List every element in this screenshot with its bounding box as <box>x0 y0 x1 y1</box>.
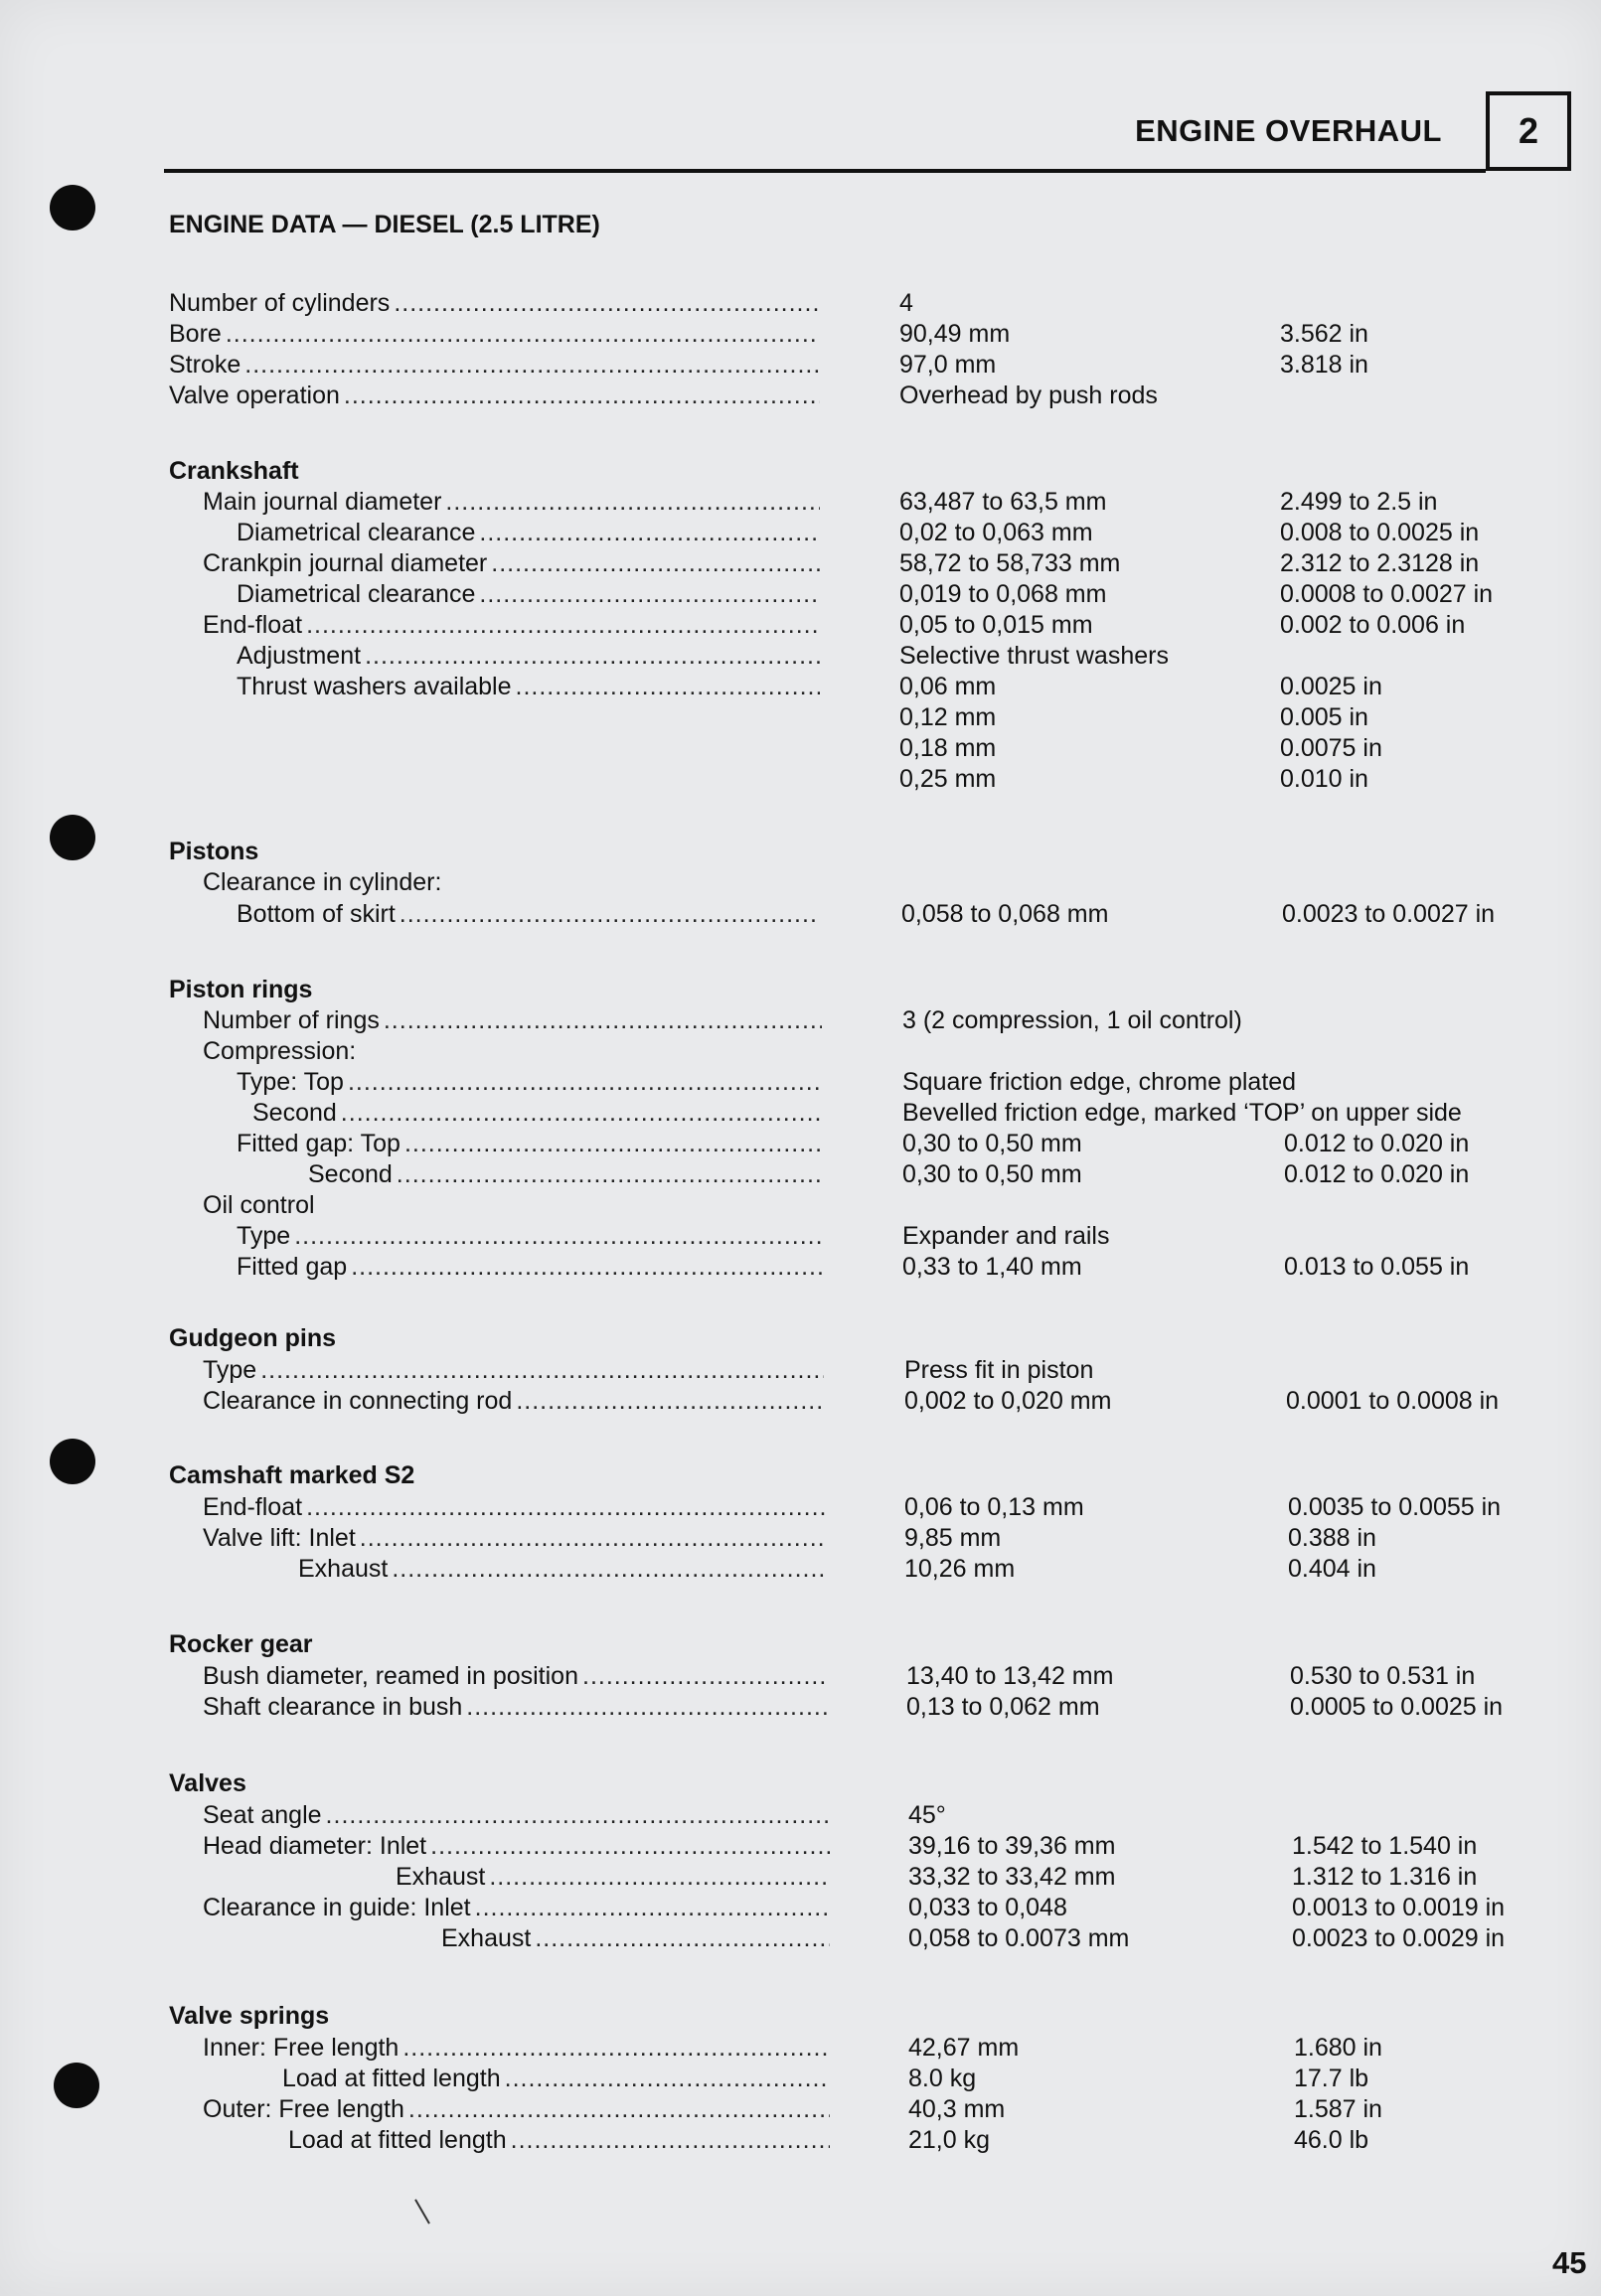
spec-metric: 0,13 to 0,062 mm <box>906 1693 1100 1721</box>
spec-metric: 90,49 mm <box>899 320 1011 348</box>
spec-label: Clearance in connecting rod <box>203 1387 513 1415</box>
leader-dots <box>516 672 820 702</box>
spec-imperial: 0.0023 to 0.0027 in <box>1282 900 1496 928</box>
spec-label: End-float <box>203 611 303 639</box>
spec-label: Diametrical clearance <box>237 580 476 608</box>
spec-label: Shaft clearance in bush <box>203 1693 463 1721</box>
spec-metric: 33,32 to 33,42 mm <box>908 1863 1116 1891</box>
spec-label: Main journal diameter <box>203 488 442 516</box>
leader-dots <box>582 1661 828 1692</box>
section-heading: Piston rings <box>169 976 313 1003</box>
spec-row <box>0 764 1601 795</box>
spec-metric: Selective thrust washers <box>899 642 1169 670</box>
leader-dots <box>404 1129 822 1159</box>
section-heading: Gudgeon pins <box>169 1324 337 1352</box>
spec-label: Seat angle <box>203 1801 322 1829</box>
spec-metric: 21,0 kg <box>908 2126 991 2154</box>
spec-row <box>0 1005 1601 1036</box>
leader-dots <box>306 1492 826 1523</box>
section-heading: Valves <box>169 1769 246 1797</box>
spec-metric: 13,40 to 13,42 mm <box>906 1662 1114 1690</box>
spec-row <box>0 1159 1601 1190</box>
leader-dots <box>392 1554 826 1585</box>
spec-metric: 63,487 to 63,5 mm <box>899 488 1107 516</box>
chapter-number: 2 <box>1518 110 1539 151</box>
page-title: ENGINE DATA — DIESEL (2.5 LITRE) <box>169 211 600 238</box>
leader-dots <box>360 1523 826 1554</box>
spec-imperial: 0.012 to 0.020 in <box>1284 1130 1470 1157</box>
spec-row <box>0 899 1601 930</box>
spec-metric: 9,85 mm <box>904 1524 1002 1552</box>
spec-row <box>0 1492 1601 1523</box>
spec-imperial: 1.312 to 1.316 in <box>1292 1863 1478 1891</box>
spec-label: Exhaust <box>441 1924 532 1952</box>
section-heading: Valve springs <box>169 2002 330 2030</box>
leader-dots <box>226 319 820 350</box>
spec-imperial: 0.530 to 0.531 in <box>1290 1662 1476 1690</box>
spec-label: Adjustment <box>237 642 362 670</box>
spec-row <box>0 702 1601 733</box>
spec-imperial: 2.312 to 2.3128 in <box>1280 549 1480 577</box>
spec-label: Second <box>308 1160 393 1188</box>
spec-row <box>0 1386 1601 1417</box>
leader-dots <box>244 350 820 381</box>
spec-label: Stroke <box>169 351 241 379</box>
spec-label: Outer: Free length <box>203 2095 404 2123</box>
spec-label: Fitted gap <box>237 1253 348 1281</box>
spec-row <box>0 1923 1601 1954</box>
paper-mark <box>414 2199 430 2223</box>
spec-row <box>0 2033 1601 2064</box>
spec-row <box>0 1523 1601 1554</box>
spec-row <box>0 548 1601 579</box>
spec-metric: 39,16 to 39,36 mm <box>908 1832 1116 1860</box>
spec-label: Valve lift: Inlet <box>203 1524 356 1552</box>
spec-label: Thrust washers available <box>237 673 512 700</box>
spec-metric: Overhead by push rods <box>899 382 1158 409</box>
spec-label: Exhaust <box>396 1863 486 1891</box>
spec-metric: Press fit in piston <box>904 1356 1094 1384</box>
spec-row <box>0 579 1601 610</box>
spec-imperial: 46.0 lb <box>1294 2126 1369 2154</box>
spec-imperial: 0.010 in <box>1280 765 1368 793</box>
section-heading: Pistons <box>169 838 259 865</box>
spec-imperial: 0.008 to 0.0025 in <box>1280 519 1480 546</box>
spec-metric: 0,33 to 1,40 mm <box>902 1253 1082 1281</box>
spec-metric: 0,019 to 0,068 mm <box>899 580 1107 608</box>
spec-metric: 97,0 mm <box>899 351 997 379</box>
spec-metric: 8.0 kg <box>908 2065 977 2092</box>
leader-dots <box>348 1067 822 1098</box>
spec-row <box>0 1661 1601 1692</box>
leader-dots <box>535 1923 830 1954</box>
spec-imperial: 0.002 to 0.006 in <box>1280 611 1466 639</box>
spec-metric: 10,26 mm <box>904 1555 1016 1583</box>
leader-dots <box>430 1831 830 1862</box>
spec-label: End-float <box>203 1493 303 1521</box>
spec-imperial: 0.0001 to 0.0008 in <box>1286 1387 1500 1415</box>
spec-label: Valve operation <box>169 382 340 409</box>
binder-hole <box>50 1439 95 1484</box>
spec-imperial: 1.542 to 1.540 in <box>1292 1832 1478 1860</box>
spec-label: Fitted gap: Top <box>237 1130 400 1157</box>
spec-label: Inner: Free length <box>203 2034 400 2062</box>
leader-dots <box>294 1221 822 1252</box>
spec-label: Diametrical clearance <box>237 519 476 546</box>
leader-dots <box>479 579 820 610</box>
spec-imperial: 1.680 in <box>1294 2034 1382 2062</box>
leader-dots <box>445 487 820 518</box>
spec-row <box>0 1221 1601 1252</box>
spec-metric: 58,72 to 58,733 mm <box>899 549 1121 577</box>
spec-imperial: 0.005 in <box>1280 703 1368 731</box>
spec-metric: 0,18 mm <box>899 734 997 762</box>
spec-label: Number of rings <box>203 1006 380 1034</box>
section-heading: Crankshaft <box>169 457 299 485</box>
spec-metric: 3 (2 compression, 1 oil control) <box>902 1006 1242 1034</box>
leader-dots <box>306 610 820 641</box>
spec-row <box>0 2125 1601 2156</box>
spec-row <box>0 641 1601 672</box>
sub-heading: Oil control <box>203 1191 315 1219</box>
spec-imperial: 0.0075 in <box>1280 734 1382 762</box>
spec-metric: Square friction edge, chrome plated <box>902 1068 1297 1096</box>
leader-dots <box>351 1252 822 1283</box>
spec-label: Bottom of skirt <box>237 900 396 928</box>
spec-label: Type: Top <box>237 1068 344 1096</box>
leader-dots <box>479 518 820 548</box>
leader-dots <box>341 1098 822 1129</box>
spec-row <box>0 487 1601 518</box>
leader-dots <box>326 1800 830 1831</box>
spec-row <box>0 1554 1601 1585</box>
spec-metric: 0,12 mm <box>899 703 997 731</box>
sub-heading: Compression: <box>203 1037 357 1065</box>
leader-dots <box>384 1005 822 1036</box>
chapter-title: ENGINE OVERHAUL <box>1135 113 1442 148</box>
spec-row <box>0 1067 1601 1098</box>
spec-imperial: 0.013 to 0.055 in <box>1284 1253 1470 1281</box>
spec-row <box>0 610 1601 641</box>
spec-row <box>0 1831 1601 1862</box>
spec-row <box>0 1129 1601 1159</box>
spec-row <box>0 381 1601 411</box>
spec-imperial: 0.0008 to 0.0027 in <box>1280 580 1494 608</box>
spec-row <box>0 1252 1601 1283</box>
spec-label: Load at fitted length <box>288 2126 507 2154</box>
leader-dots <box>365 641 820 672</box>
leader-dots <box>505 2064 830 2094</box>
leader-dots <box>489 1862 830 1893</box>
spec-label: Load at fitted length <box>282 2065 501 2092</box>
spec-metric: 45° <box>908 1801 946 1829</box>
spec-row <box>0 518 1601 548</box>
spec-imperial: 0.0013 to 0.0019 in <box>1292 1894 1506 1921</box>
leader-dots <box>344 381 820 411</box>
spec-metric: Expander and rails <box>902 1222 1110 1250</box>
spec-label: Clearance in guide: Inlet <box>203 1894 471 1921</box>
leader-dots <box>400 899 820 930</box>
leader-dots <box>402 2033 830 2064</box>
spec-row <box>0 2094 1601 2125</box>
spec-imperial: 0.0025 in <box>1280 673 1382 700</box>
spec-metric: 0,002 to 0,020 mm <box>904 1387 1112 1415</box>
spec-row <box>0 1355 1601 1386</box>
leader-dots <box>397 1159 822 1190</box>
spec-metric: 0,05 to 0,015 mm <box>899 611 1093 639</box>
spec-imperial: 0.0035 to 0.0055 in <box>1288 1493 1502 1521</box>
spec-metric: 40,3 mm <box>908 2095 1006 2123</box>
binder-hole <box>50 185 95 230</box>
spec-row <box>0 288 1601 319</box>
leader-dots <box>394 288 820 319</box>
spec-row <box>0 1098 1601 1129</box>
spec-metric: 0,30 to 0,50 mm <box>902 1160 1082 1188</box>
spec-metric: 42,67 mm <box>908 2034 1020 2062</box>
spec-metric: 0,06 mm <box>899 673 997 700</box>
spec-metric: 0,033 to 0,048 <box>908 1894 1067 1921</box>
spec-row <box>0 319 1601 350</box>
spec-row <box>0 1893 1601 1923</box>
spec-row <box>0 1692 1601 1723</box>
binder-hole <box>50 815 95 860</box>
spec-metric: Bevelled friction edge, marked ‘TOP’ on upper side <box>902 1099 1462 1127</box>
spec-imperial: 0.0023 to 0.0029 in <box>1292 1924 1506 1952</box>
spec-imperial: 0.0005 to 0.0025 in <box>1290 1693 1504 1721</box>
spec-metric: 4 <box>899 289 913 317</box>
spec-label: Bore <box>169 320 222 348</box>
header-rule <box>164 169 1486 173</box>
spec-row <box>0 1862 1601 1893</box>
spec-label: Type <box>237 1222 291 1250</box>
chapter-number-box <box>1486 91 1571 171</box>
spec-imperial: 0.388 in <box>1288 1524 1376 1552</box>
spec-metric: 0,058 to 0.0073 mm <box>908 1924 1130 1952</box>
leader-dots <box>516 1386 824 1417</box>
spec-imperial: 3.818 in <box>1280 351 1368 379</box>
spec-metric: 0,30 to 0,50 mm <box>902 1130 1082 1157</box>
spec-label: Head diameter: Inlet <box>203 1832 427 1860</box>
leader-dots <box>475 1893 830 1923</box>
spec-label: Second <box>252 1099 337 1127</box>
spec-label: Crankpin journal diameter <box>203 549 488 577</box>
spec-row <box>0 672 1601 702</box>
section-heading: Rocker gear <box>169 1630 313 1658</box>
leader-dots <box>408 2094 830 2125</box>
spec-row <box>0 350 1601 381</box>
leader-dots <box>260 1355 824 1386</box>
spec-imperial: 1.587 in <box>1294 2095 1382 2123</box>
spec-label: Number of cylinders <box>169 289 391 317</box>
spec-row <box>0 1800 1601 1831</box>
leader-dots <box>491 548 820 579</box>
spec-label: Exhaust <box>298 1555 389 1583</box>
spec-row <box>0 2064 1601 2094</box>
spec-label: Bush diameter, reamed in position <box>203 1662 578 1690</box>
spec-imperial: 2.499 to 2.5 in <box>1280 488 1438 516</box>
spec-label: Type <box>203 1356 257 1384</box>
spec-imperial: 17.7 lb <box>1294 2065 1369 2092</box>
spec-metric: 0,02 to 0,063 mm <box>899 519 1093 546</box>
spec-row <box>0 733 1601 764</box>
spec-imperial: 3.562 in <box>1280 320 1368 348</box>
sub-heading: Clearance in cylinder: <box>203 868 442 896</box>
spec-metric: 0,058 to 0,068 mm <box>901 900 1109 928</box>
spec-imperial: 0.404 in <box>1288 1555 1376 1583</box>
page-number: 45 <box>1552 2245 1587 2280</box>
spec-imperial: 0.012 to 0.020 in <box>1284 1160 1470 1188</box>
leader-dots <box>466 1692 828 1723</box>
spec-metric: 0,25 mm <box>899 765 997 793</box>
spec-metric: 0,06 to 0,13 mm <box>904 1493 1084 1521</box>
section-heading: Camshaft marked S2 <box>169 1461 415 1489</box>
leader-dots <box>511 2125 830 2156</box>
